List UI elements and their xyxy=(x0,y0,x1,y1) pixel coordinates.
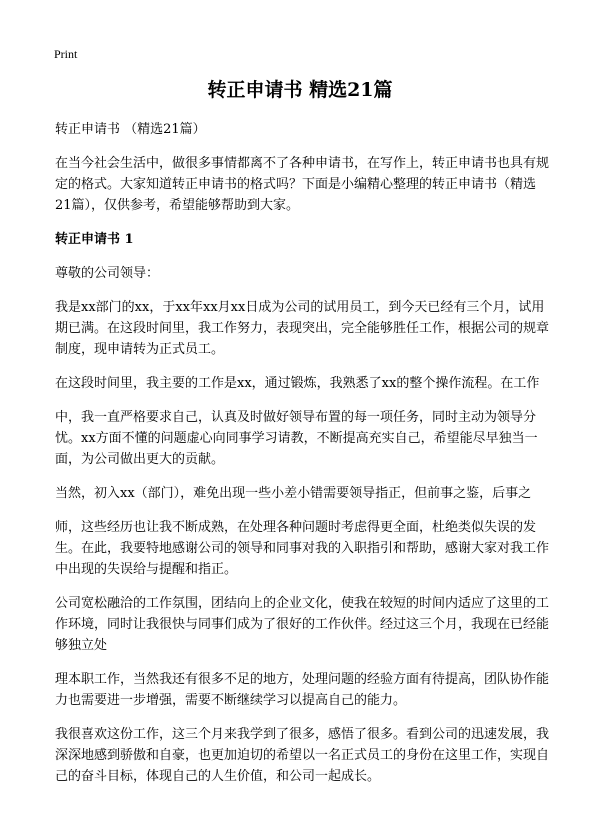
print-label: Print xyxy=(54,47,78,61)
body-paragraph: 中，我一直严格要求自己，认真及时做好领导布置的每一项任务，同时主动为领导分忧。xx方面不懂的问题虚心向同事学习请教，不断提高充实自己，希望能尽早独当一面，为公司做出更大的贡献。 xyxy=(55,410,538,467)
salutation: 尊敬的公司领导： xyxy=(55,266,160,281)
intro-paragraph: 在当今社会生活中，做很多事情都离不了各种申请书，在写作上，转正申请书也具有规定的格式。大家知道转正申请书的格式吗？下面是小编精心整理的转正申请书（精选21篇），仅供参考，希望能够帮助到大家。 xyxy=(55,156,550,213)
body-paragraph: 公司宽松融洽的工作氛围，团结向上的企业文化，使我在较短的时间内适应了这里的工作环境，同时让我很快与同事们成为了很好的工作伙伴。经过这三个月，我现在已经能够独立处 xyxy=(55,596,550,653)
document-title: 转正申请书 精选21篇 xyxy=(207,79,393,101)
body-paragraph: 师，这些经历也让我不断成熟，在处理各种问题时考虑得更全面，杜绝类似失误的发生。在此，我要特地感谢公司的领导和同事对我的入职指引和帮助，感谢大家对我工作中出现的失误给与提醒和指正。 xyxy=(55,520,550,577)
document-subtitle: 转正申请书 （精选21篇） xyxy=(55,122,206,137)
section-heading: 转正申请书 1 xyxy=(55,232,134,247)
body-paragraph: 理本职工作，当然我还有很多不足的地方，处理问题的经验方面有待提高，团队协作能力也需要进一步增强，需要不断继续学习以提高自己的能力。 xyxy=(55,672,550,708)
body-paragraph: 在这段时间里，我主要的工作是xx，通过锻炼，我熟悉了xx的整个操作流程。在工作 xyxy=(55,376,540,391)
body-paragraph: 当然，初入xx（部门），难免出现一些小差小错需要领导指正，但前事之鉴，后事之 xyxy=(55,486,532,501)
body-paragraph: 我很喜欢这份工作，这三个月来我学到了很多，感悟了很多。看到公司的迅速发展，我深深地感到骄傲和自豪，也更加迫切的希望以一名正式员工的身份在这里工作，实现自己的奋斗目标，体现自己的人生价值，和公司一起成长。 xyxy=(55,727,550,784)
body-paragraph: 我是xx部门的xx，于xx年xx月xx日成为公司的试用员工，到今天已经有三个月，试用期已满。在这段时间里，我工作努力，表现突出，完全能够胜任工作，根据公司的规章制度，现申请转为正式员工。 xyxy=(55,300,550,357)
document-body xyxy=(55,119,550,800)
